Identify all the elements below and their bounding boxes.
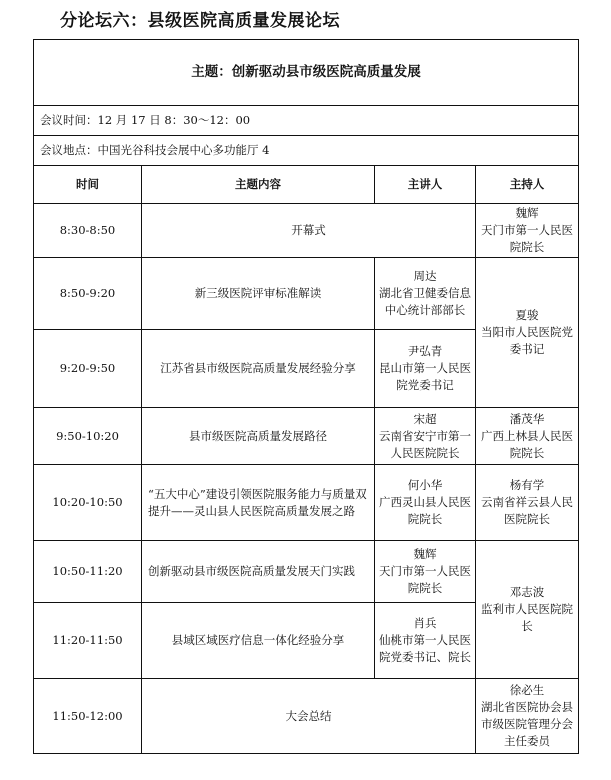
theme-row — [34, 40, 579, 106]
speaker-affiliation: 天门市第一人民医院院长 — [379, 564, 471, 595]
table-row — [34, 204, 579, 258]
session-topic: 县市级医院高质量发展路径 — [142, 408, 375, 465]
session-topic: “五大中心”建设引领医院服务能力与质量双提升——灵山县人民医院高质量发展之路 — [142, 465, 375, 541]
session-time: 10:20-10:50 — [34, 465, 142, 541]
host-cell — [476, 679, 579, 754]
session-time: 9:50-10:20 — [34, 408, 142, 465]
session-time: 8:50-9:20 — [34, 258, 142, 330]
speaker-cell — [375, 603, 476, 679]
host-name: 杨有学 — [509, 478, 545, 492]
host-name: 邓志波 — [509, 585, 545, 599]
session-time: 11:50-12:00 — [34, 679, 142, 754]
session-topic: 新三级医院评审标准解读 — [142, 258, 375, 330]
speaker-cell — [375, 541, 476, 603]
host-affiliation: 广西上林县人民医院院长 — [481, 428, 573, 460]
meeting-place: 会议地点：中国光谷科技会展中心多功能厅 4 — [34, 136, 579, 166]
speaker-affiliation: 广西灵山县人民医院院长 — [379, 495, 471, 526]
speaker-name: 魏辉 — [413, 547, 437, 561]
table-row — [34, 679, 579, 754]
column-header-host: 主持人 — [476, 166, 579, 204]
host-affiliation: 湖北省医院协会县市级医院管理分会主任委员 — [481, 700, 573, 748]
speaker-name: 周达 — [413, 269, 437, 283]
column-header-time: 时间 — [34, 166, 142, 204]
host-affiliation: 监利市人民医院院长 — [481, 602, 573, 633]
theme-title: 主题：创新驱动县市级医院高质量发展 — [34, 40, 579, 106]
speaker-affiliation: 昆山市第一人民医院党委书记 — [379, 361, 471, 392]
host-name: 魏辉 — [515, 206, 539, 220]
speaker-cell — [375, 258, 476, 330]
speaker-affiliation: 湖北省卫健委信息中心统计部部长 — [379, 286, 471, 317]
session-time: 8:30-8:50 — [34, 204, 142, 258]
speaker-cell — [375, 465, 476, 541]
speaker-cell — [375, 330, 476, 408]
session-time: 11:20-11:50 — [34, 603, 142, 679]
column-header-speaker: 主讲人 — [375, 166, 476, 204]
meeting-place-row — [34, 136, 579, 166]
host-cell — [476, 465, 579, 541]
host-cell — [476, 258, 579, 408]
speaker-cell — [375, 408, 476, 465]
table-row — [34, 408, 579, 465]
speaker-name: 尹弘青 — [407, 344, 443, 358]
host-cell — [476, 204, 579, 258]
session-topic: 江苏省县市级医院高质量发展经验分享 — [142, 330, 375, 408]
session-topic: 大会总结 — [142, 679, 476, 754]
session-topic: 创新驱动县市级医院高质量发展天门实践 — [142, 541, 375, 603]
table-row — [34, 541, 579, 603]
host-name: 夏骏 — [515, 308, 539, 322]
host-cell — [476, 541, 579, 679]
host-affiliation: 天门市第一人民医院院长 — [481, 223, 573, 254]
host-name: 徐必生 — [509, 683, 545, 697]
host-affiliation: 当阳市人民医院党委书记 — [481, 325, 573, 356]
schedule-table — [33, 39, 579, 754]
host-name: 潘茂华 — [509, 411, 545, 426]
table-row — [34, 465, 579, 541]
speaker-affiliation: 云南省安宁市第一人民医院院长 — [379, 428, 471, 460]
table-row — [34, 258, 579, 330]
session-topic: 开幕式 — [142, 204, 476, 258]
speaker-name: 何小华 — [407, 478, 443, 492]
speaker-name: 肖兵 — [413, 616, 437, 630]
table-header-row — [34, 166, 579, 204]
session-time: 10:50-11:20 — [34, 541, 142, 603]
speaker-name: 宋超 — [413, 411, 437, 426]
meeting-time: 会议时间：12 月 17 日 8：30～12：00 — [34, 106, 579, 136]
speaker-affiliation: 仙桃市第一人民医院党委书记、院长 — [379, 633, 471, 664]
column-header-topic: 主题内容 — [142, 166, 375, 204]
session-topic: 县域区域医疗信息一体化经验分享 — [142, 603, 375, 679]
host-affiliation: 云南省祥云县人民医院院长 — [481, 495, 573, 526]
meeting-time-row — [34, 106, 579, 136]
host-cell — [476, 408, 579, 465]
session-time: 9:20-9:50 — [34, 330, 142, 408]
forum-heading: 分论坛六：县级医院高质量发展论坛 — [60, 11, 340, 31]
